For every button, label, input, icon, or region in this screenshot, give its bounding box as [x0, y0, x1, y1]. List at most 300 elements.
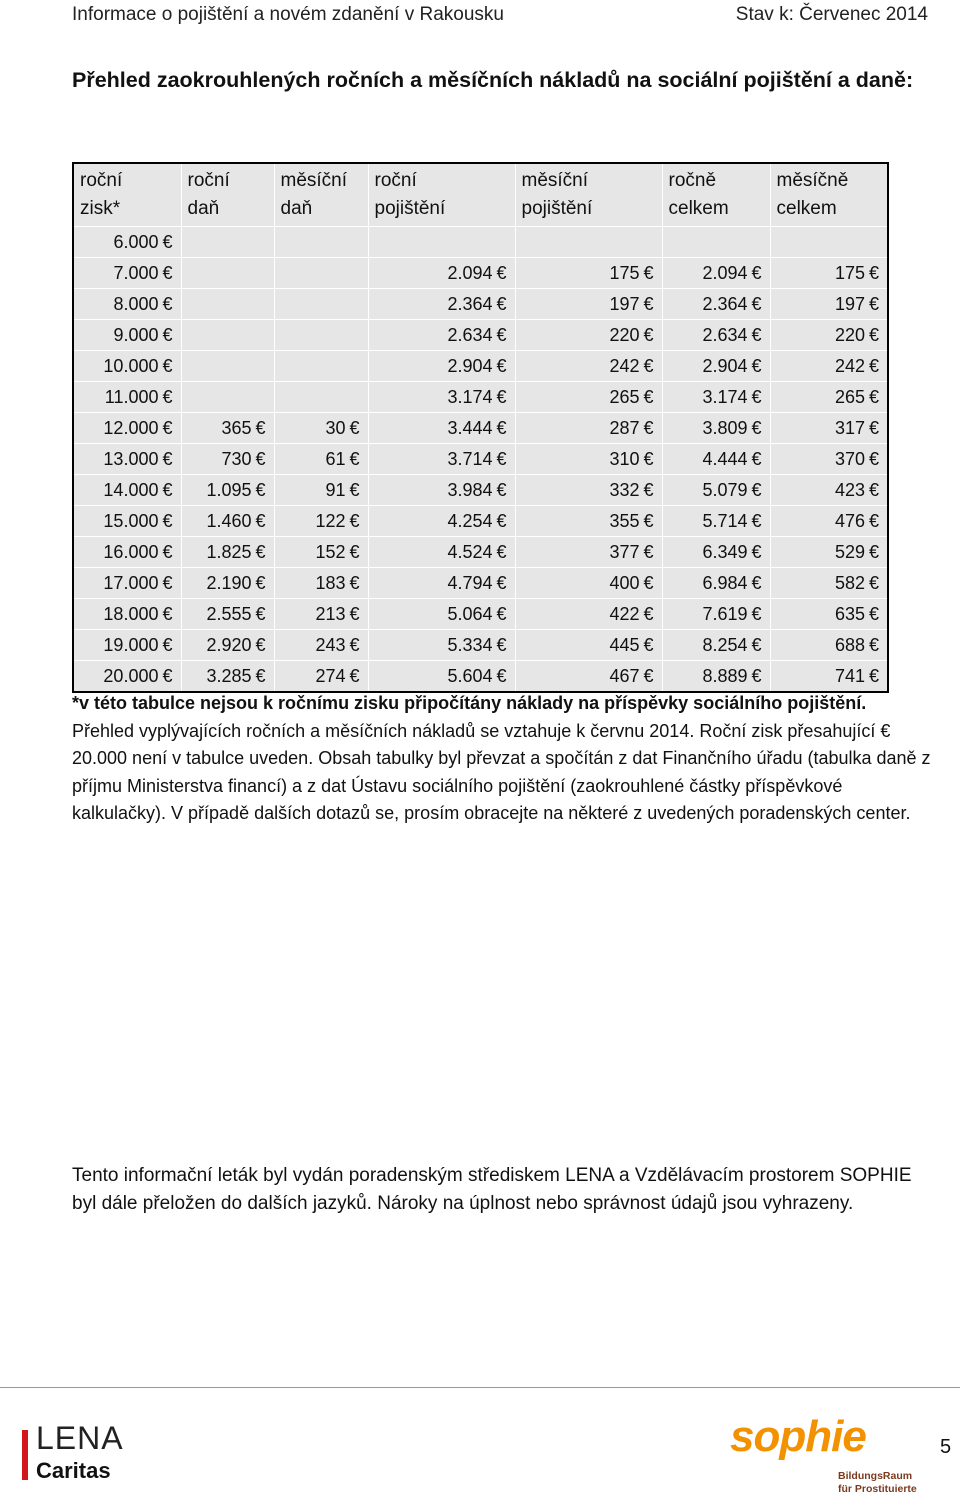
table-cell: [73, 413, 181, 444]
table-cell: [515, 351, 662, 382]
column-header: [181, 163, 274, 227]
table-cell: [73, 320, 181, 351]
table-cell: [274, 289, 368, 320]
table-row: [73, 537, 888, 568]
table-cell: [515, 444, 662, 475]
cell-value: 2.094: [702, 262, 748, 283]
table-row: [73, 289, 888, 320]
euro-sign: €: [643, 293, 654, 314]
euro-sign: €: [868, 665, 879, 686]
table-cell: [274, 537, 368, 568]
table-cell: [368, 444, 515, 475]
table-cell: [274, 258, 368, 289]
table-row: [73, 382, 888, 413]
euro-sign: €: [496, 262, 507, 283]
cell-value: 3.285: [206, 665, 252, 686]
cell-value: 14.000: [103, 479, 159, 500]
euro-sign: €: [751, 417, 762, 438]
euro-sign: €: [868, 572, 879, 593]
column-header-line: celkem: [668, 198, 729, 219]
euro-sign: €: [751, 386, 762, 407]
table-cell: [515, 382, 662, 413]
table-cell: [181, 320, 274, 351]
cell-value: 400: [609, 572, 640, 593]
euro-sign: €: [868, 386, 879, 407]
table-cell: [274, 661, 368, 693]
column-header-line: měsíční: [521, 170, 589, 191]
euro-sign: €: [868, 293, 879, 314]
euro-sign: €: [255, 603, 266, 624]
table-cell: [368, 351, 515, 382]
euro-sign: €: [643, 355, 654, 376]
table-cell: [662, 599, 770, 630]
table-cell: [181, 537, 274, 568]
euro-sign: €: [255, 479, 266, 500]
cell-value: 13.000: [103, 448, 159, 469]
euro-sign: €: [496, 665, 507, 686]
table-row: [73, 475, 888, 506]
cell-value: 355: [609, 510, 640, 531]
table-cell: [515, 568, 662, 599]
footer-divider: [0, 1387, 960, 1388]
table-cell: [662, 382, 770, 413]
table-cell: [368, 289, 515, 320]
table-cell: [770, 475, 888, 506]
euro-sign: €: [868, 603, 879, 624]
euro-sign: €: [255, 665, 266, 686]
cell-value: 4.524: [447, 541, 493, 562]
euro-sign: €: [255, 417, 266, 438]
cell-value: 8.889: [702, 665, 748, 686]
euro-sign: €: [751, 324, 762, 345]
cell-value: 9.000: [113, 324, 159, 345]
cell-value: 2.634: [447, 324, 493, 345]
table-cell: [73, 537, 181, 568]
euro-sign: €: [162, 262, 173, 283]
cell-value: 3.984: [447, 479, 493, 500]
column-header: [515, 163, 662, 227]
euro-sign: €: [162, 510, 173, 531]
cell-value: 370: [834, 448, 865, 469]
cell-value: 8.000: [113, 293, 159, 314]
footnote-bold: *v této tabulce nejsou k ročnímu zisku připočítány náklady na příspěvky sociálního pojištění.: [72, 693, 867, 713]
table-cell: [181, 661, 274, 693]
column-header-line: daň: [187, 198, 220, 219]
table-cell: [73, 506, 181, 537]
table-cell: [770, 320, 888, 351]
table-cell: [515, 258, 662, 289]
table-cell: [181, 506, 274, 537]
cell-value: 310: [609, 448, 640, 469]
table-cell: [515, 630, 662, 661]
table-cell: [181, 258, 274, 289]
cost-table: [72, 162, 889, 693]
table-cell: [274, 444, 368, 475]
table-cell: [368, 661, 515, 693]
cell-value: 422: [609, 603, 640, 624]
euro-sign: €: [496, 634, 507, 655]
euro-sign: €: [751, 355, 762, 376]
table-cell: [73, 661, 181, 693]
euro-sign: €: [643, 572, 654, 593]
table-cell: [368, 382, 515, 413]
cell-value: 242: [834, 355, 865, 376]
table-cell: [181, 413, 274, 444]
cell-value: 265: [609, 386, 640, 407]
table-row: [73, 568, 888, 599]
euro-sign: €: [162, 634, 173, 655]
euro-sign: €: [496, 572, 507, 593]
table-cell: [274, 568, 368, 599]
table-cell: [662, 258, 770, 289]
table-cell: [73, 599, 181, 630]
euro-sign: €: [751, 293, 762, 314]
euro-sign: €: [868, 541, 879, 562]
table-footnote: [72, 690, 932, 828]
cell-value: 2.555: [206, 603, 252, 624]
table-cell: [368, 227, 515, 258]
cell-value: 10.000: [103, 355, 159, 376]
cell-value: 197: [834, 293, 865, 314]
cell-value: 152: [315, 541, 346, 562]
table-cell: [662, 506, 770, 537]
cell-value: 3.444: [447, 417, 493, 438]
euro-sign: €: [496, 603, 507, 624]
cell-value: 2.190: [206, 572, 252, 593]
cell-value: 7.000: [113, 262, 159, 283]
euro-sign: €: [162, 417, 173, 438]
column-header-line: zisk*: [80, 198, 121, 219]
lena-caritas-logo: [22, 1420, 132, 1484]
cell-value: 7.619: [702, 603, 748, 624]
euro-sign: €: [162, 231, 173, 252]
cell-value: 2.904: [447, 355, 493, 376]
table-row: [73, 320, 888, 351]
cell-value: 1.460: [206, 510, 252, 531]
cell-value: 4.794: [447, 572, 493, 593]
table-cell: [368, 568, 515, 599]
table-cell: [274, 413, 368, 444]
euro-sign: €: [643, 386, 654, 407]
sophie-logo: [730, 1412, 920, 1498]
table-row: [73, 630, 888, 661]
table-cell: [73, 382, 181, 413]
euro-sign: €: [868, 634, 879, 655]
euro-sign: €: [349, 479, 360, 500]
cell-value: 730: [221, 448, 252, 469]
table-cell: [662, 537, 770, 568]
euro-sign: €: [162, 293, 173, 314]
table-cell: [73, 630, 181, 661]
table-row: [73, 506, 888, 537]
euro-sign: €: [162, 324, 173, 345]
euro-sign: €: [162, 386, 173, 407]
table-cell: [181, 630, 274, 661]
cell-value: 220: [609, 324, 640, 345]
cell-value: 4.254: [447, 510, 493, 531]
cell-value: 197: [609, 293, 640, 314]
table-row: [73, 599, 888, 630]
table-row: [73, 444, 888, 475]
euro-sign: €: [643, 541, 654, 562]
column-header: [770, 163, 888, 227]
cell-value: 220: [834, 324, 865, 345]
section-title: Přehled zaokrouhlených ročních a měsíčních nákladů na sociální pojištění a daně:: [72, 68, 914, 92]
euro-sign: €: [643, 634, 654, 655]
euro-sign: €: [643, 324, 654, 345]
page-number: 5: [940, 1436, 952, 1458]
euro-sign: €: [255, 448, 266, 469]
table-cell: [770, 289, 888, 320]
table-cell: [73, 289, 181, 320]
euro-sign: €: [751, 572, 762, 593]
table-cell: [515, 320, 662, 351]
euro-sign: €: [643, 510, 654, 531]
cell-value: 2.634: [702, 324, 748, 345]
table-body: [73, 227, 888, 693]
cell-value: 274: [315, 665, 346, 686]
euro-sign: €: [868, 262, 879, 283]
euro-sign: €: [349, 603, 360, 624]
euro-sign: €: [349, 634, 360, 655]
table-cell: [181, 599, 274, 630]
column-header: [274, 163, 368, 227]
column-header-line: daň: [280, 198, 313, 219]
column-header-line: měsíčně: [776, 170, 849, 191]
euro-sign: €: [496, 355, 507, 376]
table-cell: [662, 227, 770, 258]
table-cell: [662, 444, 770, 475]
table-cell: [368, 506, 515, 537]
table-cell: [770, 630, 888, 661]
euro-sign: €: [255, 510, 266, 531]
euro-sign: €: [496, 293, 507, 314]
cell-value: 242: [609, 355, 640, 376]
table-cell: [515, 413, 662, 444]
column-header: [368, 163, 515, 227]
table-cell: [274, 227, 368, 258]
cell-value: 5.064: [447, 603, 493, 624]
euro-sign: €: [349, 541, 360, 562]
table-cell: [770, 413, 888, 444]
euro-sign: €: [751, 634, 762, 655]
cell-value: 18.000: [103, 603, 159, 624]
table-cell: [274, 475, 368, 506]
footnote-text: Přehled vyplývajících ročních a měsíčních nákladů se vztahuje k červnu 2014. Roční zisk přesahující € 20.000 není v tabulce uveden. Obsah tabulky byl převzat a spočítán z dat Finančního úřadu (tabulka daně z příjmu Ministerstva financí) a z dat Ústavu sociálního pojištění (zaokrouhlené částky příspěvkové kalkulačky). V případě dalších dotazů se, prosím obracejte na některé z uvedených poradenských center.: [72, 720, 931, 823]
cell-value: 377: [609, 541, 640, 562]
cell-value: 6.984: [702, 572, 748, 593]
cell-value: 11.000: [104, 386, 159, 407]
sophie-logo-subtitle-1: BildungsRaum: [838, 1470, 913, 1482]
table-cell: [73, 351, 181, 382]
table-row: [73, 227, 888, 258]
column-header-line: pojištění: [521, 198, 593, 219]
header-doc-title: Informace o pojištění a novém zdanění v Rakousku: [72, 4, 504, 25]
euro-sign: €: [162, 572, 173, 593]
table-cell: [368, 320, 515, 351]
table-cell: [515, 506, 662, 537]
table-cell: [770, 568, 888, 599]
column-header: [73, 163, 181, 227]
column-header-line: roční: [187, 170, 230, 191]
table-cell: [181, 227, 274, 258]
cell-value: 423: [834, 479, 865, 500]
cell-value: 8.254: [702, 634, 748, 655]
cell-value: 287: [609, 417, 640, 438]
cell-value: 3.809: [702, 417, 748, 438]
column-header-line: měsíční: [280, 170, 348, 191]
table-cell: [770, 444, 888, 475]
cell-value: 16.000: [103, 541, 159, 562]
cell-value: 175: [834, 262, 865, 283]
euro-sign: €: [349, 572, 360, 593]
table-cell: [73, 227, 181, 258]
sophie-logo-subtitle-2: für Prostituierte: [838, 1483, 917, 1495]
euro-sign: €: [868, 479, 879, 500]
cell-value: 467: [609, 665, 640, 686]
cell-value: 635: [834, 603, 865, 624]
column-header-line: pojištění: [374, 198, 446, 219]
cell-value: 20.000: [103, 665, 159, 686]
euro-sign: €: [349, 665, 360, 686]
column-header-line: ročně: [668, 170, 717, 191]
euro-sign: €: [162, 448, 173, 469]
cell-value: 688: [834, 634, 865, 655]
table-cell: [73, 444, 181, 475]
table-cell: [770, 661, 888, 693]
euro-sign: €: [496, 541, 507, 562]
table-cell: [274, 351, 368, 382]
cell-value: 12.000: [103, 417, 159, 438]
table-cell: [662, 413, 770, 444]
euro-sign: €: [162, 479, 173, 500]
table-cell: [770, 599, 888, 630]
cell-value: 2.364: [702, 293, 748, 314]
table-cell: [515, 289, 662, 320]
table-cell: [662, 661, 770, 693]
table-cell: [770, 537, 888, 568]
table-cell: [662, 630, 770, 661]
cell-value: 2.094: [447, 262, 493, 283]
table-cell: [368, 258, 515, 289]
table-cell: [181, 444, 274, 475]
table-cell: [368, 599, 515, 630]
euro-sign: €: [751, 262, 762, 283]
page-header: [72, 0, 928, 30]
euro-sign: €: [496, 386, 507, 407]
table-cell: [368, 630, 515, 661]
euro-sign: €: [349, 510, 360, 531]
lena-logo-bar: [22, 1430, 28, 1480]
lena-logo-name: LENA: [36, 1420, 124, 1456]
euro-sign: €: [496, 510, 507, 531]
table-cell: [181, 382, 274, 413]
euro-sign: €: [751, 541, 762, 562]
cell-value: 332: [609, 479, 640, 500]
euro-sign: €: [162, 355, 173, 376]
cell-value: 1.825: [206, 541, 252, 562]
cell-value: 3.174: [447, 386, 493, 407]
euro-sign: €: [868, 324, 879, 345]
table-cell: [368, 537, 515, 568]
cell-value: 17.000: [103, 572, 159, 593]
euro-sign: €: [643, 448, 654, 469]
cell-value: 6.000: [113, 231, 159, 252]
cell-value: 91: [325, 479, 346, 500]
cell-value: 265: [834, 386, 865, 407]
table-cell: [515, 599, 662, 630]
cell-value: 15.000: [103, 510, 159, 531]
euro-sign: €: [751, 665, 762, 686]
cell-value: 2.364: [447, 293, 493, 314]
table-cell: [73, 568, 181, 599]
euro-sign: €: [496, 448, 507, 469]
cell-value: 4.444: [702, 448, 748, 469]
cell-value: 183: [315, 572, 346, 593]
euro-sign: €: [255, 572, 266, 593]
table-cell: [181, 568, 274, 599]
table-cell: [515, 537, 662, 568]
table-cell: [770, 351, 888, 382]
euro-sign: €: [643, 665, 654, 686]
table-cell: [770, 227, 888, 258]
table-cell: [515, 227, 662, 258]
euro-sign: €: [751, 510, 762, 531]
euro-sign: €: [162, 603, 173, 624]
table-row: [73, 661, 888, 693]
table-cell: [73, 258, 181, 289]
cell-value: 476: [834, 510, 865, 531]
cell-value: 175: [609, 262, 640, 283]
cell-value: 582: [834, 572, 865, 593]
euro-sign: €: [255, 541, 266, 562]
table-cell: [662, 568, 770, 599]
cell-value: 5.334: [447, 634, 493, 655]
euro-sign: €: [868, 417, 879, 438]
euro-sign: €: [349, 417, 360, 438]
cell-value: 243: [315, 634, 346, 655]
euro-sign: €: [643, 603, 654, 624]
table-cell: [274, 382, 368, 413]
table-cell: [181, 289, 274, 320]
euro-sign: €: [868, 448, 879, 469]
table-cell: [770, 506, 888, 537]
disclaimer-text: Tento informační leták byl vydán poradenským střediskem LENA a Vzdělávacím prostorem SOPHIE byl dále přeložen do dalších jazyků. Nároky na úplnost nebo správnost údajů jsou vyhrazeny.: [72, 1165, 912, 1214]
table-cell: [274, 506, 368, 537]
euro-sign: €: [868, 510, 879, 531]
table-cell: [73, 475, 181, 506]
cell-value: 5.604: [447, 665, 493, 686]
column-header: [662, 163, 770, 227]
cell-value: 6.349: [702, 541, 748, 562]
euro-sign: €: [162, 665, 173, 686]
cell-value: 317: [834, 417, 865, 438]
euro-sign: €: [643, 479, 654, 500]
table-cell: [662, 475, 770, 506]
table-cell: [181, 475, 274, 506]
table-cell: [515, 661, 662, 693]
column-header-line: celkem: [776, 198, 837, 219]
cell-value: 5.079: [702, 479, 748, 500]
euro-sign: €: [349, 448, 360, 469]
cell-value: 30: [325, 417, 346, 438]
euro-sign: €: [255, 634, 266, 655]
table-cell: [770, 258, 888, 289]
cell-value: 122: [315, 510, 346, 531]
table-row: [73, 351, 888, 382]
table-cell: [368, 475, 515, 506]
euro-sign: €: [751, 479, 762, 500]
